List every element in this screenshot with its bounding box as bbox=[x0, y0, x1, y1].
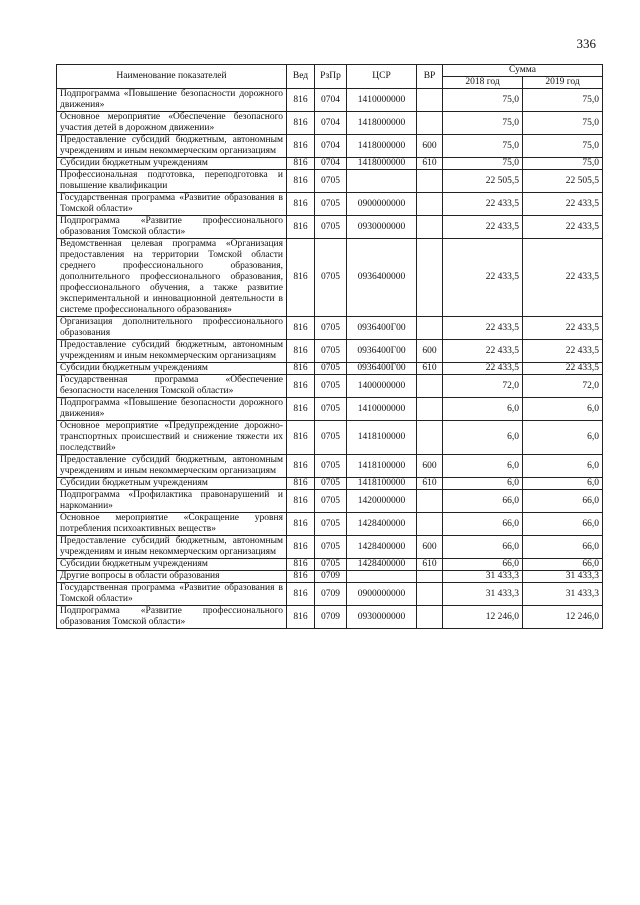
row-csr: 1428400000 bbox=[347, 536, 417, 559]
table-row bbox=[57, 193, 603, 216]
row-rzpr: 0709 bbox=[315, 583, 347, 606]
table-row bbox=[57, 536, 603, 559]
row-ved: 816 bbox=[287, 158, 315, 170]
table-row bbox=[57, 112, 603, 135]
row-rzpr: 0705 bbox=[315, 421, 347, 455]
row-sum-2018: 72,0 bbox=[443, 375, 523, 398]
row-sum-2019: 6,0 bbox=[523, 398, 603, 421]
row-sum-2018: 22 433,5 bbox=[443, 216, 523, 239]
row-sum-2018: 75,0 bbox=[443, 112, 523, 135]
table-row bbox=[57, 571, 603, 583]
row-sum-2018: 22 433,5 bbox=[443, 239, 523, 317]
row-csr: 0930000000 bbox=[347, 606, 417, 629]
row-ved: 816 bbox=[287, 239, 315, 317]
row-sum-2018: 75,0 bbox=[443, 158, 523, 170]
row-sum-2018: 31 433,3 bbox=[443, 583, 523, 606]
row-csr: 1418000000 bbox=[347, 135, 417, 158]
row-name: Государственная программа «Развитие образования в Томской области» bbox=[57, 583, 287, 606]
header-rzpr: РзПр bbox=[315, 65, 347, 89]
row-rzpr: 0705 bbox=[315, 363, 347, 375]
row-csr: 1418100000 bbox=[347, 421, 417, 455]
row-ved: 816 bbox=[287, 216, 315, 239]
row-sum-2019: 6,0 bbox=[523, 478, 603, 490]
header-vr: ВР bbox=[417, 65, 443, 89]
row-name: Подпрограмма «Развитие профессионального образования Томской области» bbox=[57, 216, 287, 239]
row-vr: 600 bbox=[417, 455, 443, 478]
header-2018: 2018 год bbox=[443, 77, 523, 89]
row-ved: 816 bbox=[287, 89, 315, 112]
row-ved: 816 bbox=[287, 193, 315, 216]
row-csr: 1428400000 bbox=[347, 559, 417, 571]
row-vr bbox=[417, 398, 443, 421]
row-sum-2019: 72,0 bbox=[523, 375, 603, 398]
row-sum-2018: 75,0 bbox=[443, 89, 523, 112]
row-vr bbox=[417, 239, 443, 317]
row-vr bbox=[417, 216, 443, 239]
row-csr: 0936400Г00 bbox=[347, 340, 417, 363]
row-name: Ведомственная целевая программа «Организация предоставления на территории Томской области среднего профессионального образования, дополнительного профессионального образования, профессионального обучения, а также развитие экспериментальной и инновационной деятельности в системе профессионального образования» bbox=[57, 239, 287, 317]
row-sum-2019: 75,0 bbox=[523, 158, 603, 170]
table-row bbox=[57, 340, 603, 363]
row-ved: 816 bbox=[287, 398, 315, 421]
row-name: Субсидии бюджетным учреждениям bbox=[57, 363, 287, 375]
row-sum-2019: 22 433,5 bbox=[523, 340, 603, 363]
page-number: 336 bbox=[576, 36, 596, 51]
row-sum-2019: 31 433,3 bbox=[523, 583, 603, 606]
row-sum-2018: 66,0 bbox=[443, 536, 523, 559]
row-sum-2019: 66,0 bbox=[523, 490, 603, 513]
row-vr: 600 bbox=[417, 135, 443, 158]
row-name: Организация дополнительного профессионального образования bbox=[57, 317, 287, 340]
row-ved: 816 bbox=[287, 513, 315, 536]
row-ved: 816 bbox=[287, 583, 315, 606]
row-sum-2019: 22 433,5 bbox=[523, 317, 603, 340]
table-row bbox=[57, 239, 603, 317]
table-row bbox=[57, 421, 603, 455]
table-row bbox=[57, 455, 603, 478]
row-vr bbox=[417, 583, 443, 606]
budget-table bbox=[56, 64, 603, 629]
row-sum-2018: 12 246,0 bbox=[443, 606, 523, 629]
row-name: Государственная программа «Обеспечение безопасности населения Томской области» bbox=[57, 375, 287, 398]
row-name: Подпрограмма «Повышение безопасности дорожного движения» bbox=[57, 89, 287, 112]
table-row bbox=[57, 559, 603, 571]
row-sum-2018: 22 433,5 bbox=[443, 340, 523, 363]
header-ved: Вед bbox=[287, 65, 315, 89]
row-rzpr: 0705 bbox=[315, 375, 347, 398]
row-sum-2019: 6,0 bbox=[523, 455, 603, 478]
row-csr bbox=[347, 170, 417, 193]
row-sum-2018: 6,0 bbox=[443, 478, 523, 490]
row-ved: 816 bbox=[287, 375, 315, 398]
table-row bbox=[57, 158, 603, 170]
table-row bbox=[57, 513, 603, 536]
table-row bbox=[57, 216, 603, 239]
table-row bbox=[57, 170, 603, 193]
row-name: Предоставление субсидий бюджетным, автономным учреждениям и иным некоммерческим организациям bbox=[57, 455, 287, 478]
row-csr: 1418000000 bbox=[347, 112, 417, 135]
row-vr: 610 bbox=[417, 478, 443, 490]
row-vr bbox=[417, 193, 443, 216]
row-rzpr: 0705 bbox=[315, 193, 347, 216]
row-sum-2018: 66,0 bbox=[443, 559, 523, 571]
table-row bbox=[57, 398, 603, 421]
header-sum: Сумма bbox=[443, 65, 603, 77]
table-row bbox=[57, 317, 603, 340]
row-csr: 1410000000 bbox=[347, 89, 417, 112]
table-row bbox=[57, 478, 603, 490]
row-vr bbox=[417, 317, 443, 340]
row-vr bbox=[417, 513, 443, 536]
row-rzpr: 0705 bbox=[315, 536, 347, 559]
row-sum-2019: 66,0 bbox=[523, 536, 603, 559]
row-rzpr: 0704 bbox=[315, 112, 347, 135]
row-ved: 816 bbox=[287, 571, 315, 583]
row-vr bbox=[417, 375, 443, 398]
row-ved: 816 bbox=[287, 135, 315, 158]
row-vr: 600 bbox=[417, 536, 443, 559]
row-rzpr: 0704 bbox=[315, 158, 347, 170]
row-csr: 1400000000 bbox=[347, 375, 417, 398]
row-ved: 816 bbox=[287, 490, 315, 513]
row-sum-2019: 22 433,5 bbox=[523, 216, 603, 239]
row-sum-2019: 22 505,5 bbox=[523, 170, 603, 193]
row-name: Основное мероприятие «Предупреждение дорожно-транспортных происшествий и снижение тяжести их последствий» bbox=[57, 421, 287, 455]
row-sum-2019: 75,0 bbox=[523, 89, 603, 112]
row-rzpr: 0705 bbox=[315, 455, 347, 478]
row-ved: 816 bbox=[287, 478, 315, 490]
row-vr bbox=[417, 89, 443, 112]
row-vr bbox=[417, 490, 443, 513]
row-csr: 0936400Г00 bbox=[347, 317, 417, 340]
row-sum-2018: 22 433,5 bbox=[443, 317, 523, 340]
row-sum-2018: 6,0 bbox=[443, 421, 523, 455]
row-csr: 1428400000 bbox=[347, 513, 417, 536]
row-csr: 0900000000 bbox=[347, 193, 417, 216]
row-rzpr: 0705 bbox=[315, 317, 347, 340]
row-sum-2019: 31 433,3 bbox=[523, 571, 603, 583]
row-sum-2018: 75,0 bbox=[443, 135, 523, 158]
row-csr: 0930000000 bbox=[347, 216, 417, 239]
row-name: Субсидии бюджетным учреждениям bbox=[57, 559, 287, 571]
row-ved: 816 bbox=[287, 317, 315, 340]
row-rzpr: 0709 bbox=[315, 606, 347, 629]
row-name: Подпрограмма «Профилактика правонарушений и наркомании» bbox=[57, 490, 287, 513]
row-name: Государственная программа «Развитие образования в Томской области» bbox=[57, 193, 287, 216]
row-csr: 1418000000 bbox=[347, 158, 417, 170]
row-csr bbox=[347, 571, 417, 583]
row-vr: 610 bbox=[417, 158, 443, 170]
header-csr: ЦСР bbox=[347, 65, 417, 89]
row-rzpr: 0704 bbox=[315, 89, 347, 112]
row-name: Предоставление субсидий бюджетным, автономным учреждениям и иным некоммерческим организациям bbox=[57, 536, 287, 559]
row-name: Субсидии бюджетным учреждениям bbox=[57, 478, 287, 490]
row-csr: 0936400Г00 bbox=[347, 363, 417, 375]
row-csr: 0936400000 bbox=[347, 239, 417, 317]
row-csr: 1420000000 bbox=[347, 490, 417, 513]
row-rzpr: 0705 bbox=[315, 340, 347, 363]
row-sum-2018: 31 433,3 bbox=[443, 571, 523, 583]
row-rzpr: 0705 bbox=[315, 559, 347, 571]
row-sum-2019: 6,0 bbox=[523, 421, 603, 455]
row-name: Подпрограмма «Повышение безопасности дорожного движения» bbox=[57, 398, 287, 421]
row-sum-2018: 66,0 bbox=[443, 513, 523, 536]
row-name: Подпрограмма «Развитие профессионального образования Томской области» bbox=[57, 606, 287, 629]
row-vr bbox=[417, 571, 443, 583]
row-sum-2019: 75,0 bbox=[523, 135, 603, 158]
row-sum-2018: 6,0 bbox=[443, 398, 523, 421]
row-vr bbox=[417, 421, 443, 455]
table-row bbox=[57, 89, 603, 112]
row-rzpr: 0705 bbox=[315, 490, 347, 513]
row-sum-2018: 22 505,5 bbox=[443, 170, 523, 193]
row-vr: 610 bbox=[417, 363, 443, 375]
table-row bbox=[57, 490, 603, 513]
row-ved: 816 bbox=[287, 559, 315, 571]
row-rzpr: 0705 bbox=[315, 398, 347, 421]
row-vr: 600 bbox=[417, 340, 443, 363]
table-row bbox=[57, 375, 603, 398]
table-body bbox=[57, 89, 603, 629]
row-ved: 816 bbox=[287, 606, 315, 629]
row-ved: 816 bbox=[287, 536, 315, 559]
header-2019: 2019 год bbox=[523, 77, 603, 89]
row-csr: 1410000000 bbox=[347, 398, 417, 421]
row-vr bbox=[417, 606, 443, 629]
row-sum-2018: 66,0 bbox=[443, 490, 523, 513]
row-name: Субсидии бюджетным учреждениям bbox=[57, 158, 287, 170]
row-ved: 816 bbox=[287, 421, 315, 455]
row-rzpr: 0705 bbox=[315, 239, 347, 317]
row-rzpr: 0705 bbox=[315, 513, 347, 536]
row-sum-2019: 66,0 bbox=[523, 513, 603, 536]
row-rzpr: 0705 bbox=[315, 170, 347, 193]
row-name: Основное мероприятие «Сокращение уровня потребления психоактивных веществ» bbox=[57, 513, 287, 536]
table-row bbox=[57, 135, 603, 158]
row-ved: 816 bbox=[287, 170, 315, 193]
row-vr bbox=[417, 170, 443, 193]
row-sum-2019: 66,0 bbox=[523, 559, 603, 571]
row-sum-2019: 12 246,0 bbox=[523, 606, 603, 629]
row-name: Основное мероприятие «Обеспечение безопасного участия детей в дорожном движении» bbox=[57, 112, 287, 135]
table-row bbox=[57, 363, 603, 375]
row-csr: 0900000000 bbox=[347, 583, 417, 606]
row-csr: 1418100000 bbox=[347, 478, 417, 490]
row-sum-2018: 22 433,5 bbox=[443, 193, 523, 216]
row-vr bbox=[417, 112, 443, 135]
table-row bbox=[57, 606, 603, 629]
row-name: Предоставление субсидий бюджетным, автономным учреждениям и иным некоммерческим организациям bbox=[57, 340, 287, 363]
row-rzpr: 0704 bbox=[315, 135, 347, 158]
row-ved: 816 bbox=[287, 112, 315, 135]
table-row bbox=[57, 583, 603, 606]
row-sum-2018: 22 433,5 bbox=[443, 363, 523, 375]
row-ved: 816 bbox=[287, 340, 315, 363]
row-ved: 816 bbox=[287, 363, 315, 375]
row-sum-2019: 22 433,5 bbox=[523, 239, 603, 317]
row-csr: 1418100000 bbox=[347, 455, 417, 478]
row-name: Предоставление субсидий бюджетным, автономным учреждениям и иным некоммерческим организациям bbox=[57, 135, 287, 158]
row-rzpr: 0709 bbox=[315, 571, 347, 583]
row-ved: 816 bbox=[287, 455, 315, 478]
row-rzpr: 0705 bbox=[315, 478, 347, 490]
row-vr: 610 bbox=[417, 559, 443, 571]
row-sum-2019: 22 433,5 bbox=[523, 363, 603, 375]
row-sum-2019: 75,0 bbox=[523, 112, 603, 135]
header-name: Наименование показателей bbox=[57, 65, 287, 89]
row-sum-2018: 6,0 bbox=[443, 455, 523, 478]
row-name: Другие вопросы в области образования bbox=[57, 571, 287, 583]
row-sum-2019: 22 433,5 bbox=[523, 193, 603, 216]
row-name: Профессиональная подготовка, переподготовка и повышение квалификации bbox=[57, 170, 287, 193]
row-rzpr: 0705 bbox=[315, 216, 347, 239]
